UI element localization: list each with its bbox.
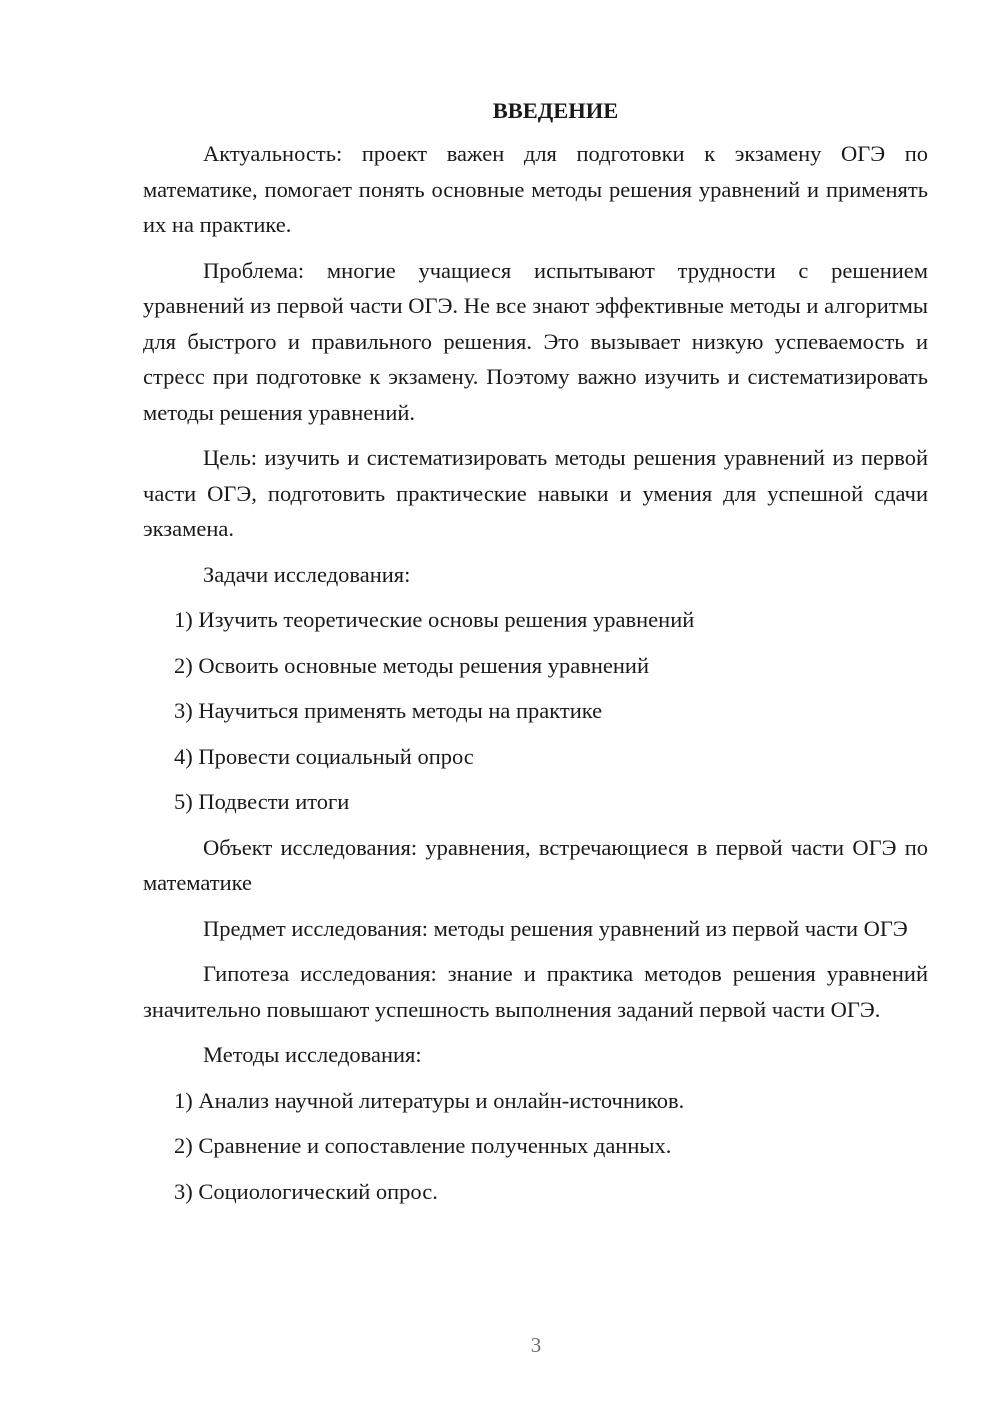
problem-paragraph: Проблема: многие учащиеся испытывают трудности с решением уравнений из первой части ОГЭ. Не все знают эффективные методы и алгоритмы для быстрого и правильного решения. Это вызывает низкую успеваемость и стресс при подготовке к экзамену. Поэтому важно изучить и систематизировать методы решения уравнений. <box>143 257 928 425</box>
tasks-title: Задачи исследования: <box>203 561 411 587</box>
hypothesis-paragraph: Гипотеза исследования: знание и практика методов решения уравнений значительно повышают успешность выполнения заданий первой части ОГЭ. <box>143 961 928 1022</box>
object-paragraph: Объект исследования: уравнения, встречающиеся в первой части ОГЭ по математике <box>143 834 928 895</box>
task-item: 4) Провести социальный опрос <box>174 743 474 769</box>
section-heading: ВВЕДЕНИЕ <box>492 98 619 123</box>
task-item: 2) Освоить основные методы решения уравнений <box>174 652 649 678</box>
relevance-paragraph: Актуальность: проект важен для подготовки к экзамену ОГЭ по математике, помогает понять основные методы решения уравнений и применять их на практике. <box>143 141 928 237</box>
method-item: 1) Анализ научной литературы и онлайн-источников. <box>174 1087 685 1113</box>
page-content <box>143 96 928 1219</box>
task-item: 1) Изучить теоретические основы решения уравнений <box>174 607 695 632</box>
page-number: 3 <box>530 1333 542 1357</box>
method-item: 3) Социологический опрос. <box>174 1178 438 1204</box>
subject-paragraph: Предмет исследования: методы решения уравнений из первой части ОГЭ <box>203 915 908 941</box>
goal-paragraph: Цель: изучить и систематизировать методы решения уравнений из первой части ОГЭ, подготовить практические навыки и умения для успешной сдачи экзамена. <box>143 445 928 541</box>
task-item: 3) Научиться применять методы на практике <box>174 698 603 723</box>
methods-title: Методы исследования: <box>203 1042 422 1067</box>
method-item: 2) Сравнение и сопоставление полученных данных. <box>174 1133 672 1158</box>
task-item: 5) Подвести итоги <box>174 789 350 814</box>
